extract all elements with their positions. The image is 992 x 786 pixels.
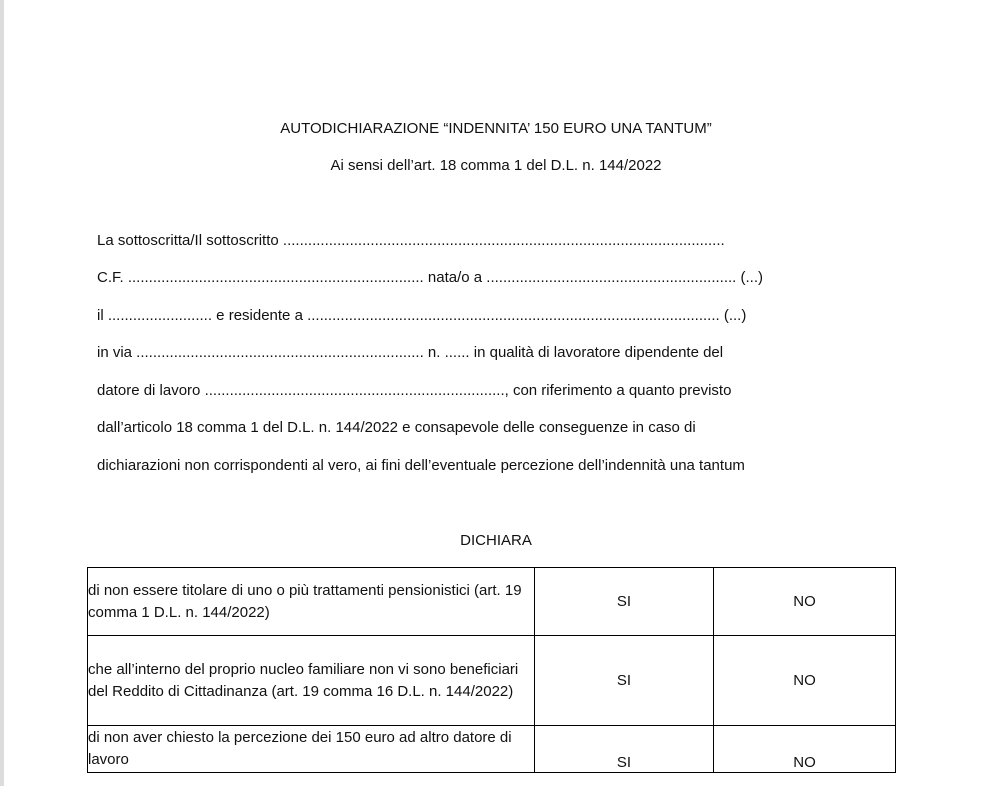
- body-line-declarations: dichiarazioni non corrispondenti al vero, ai fini dell’eventuale percezione dell’indennità una tantum: [97, 457, 745, 474]
- document-title: AUTODICHIARAZIONE “INDENNITA’ 150 EURO UNA TANTUM”: [280, 120, 712, 137]
- body-line-name: La sottoscritta/Il sottoscritto ..........................................................................................................: [97, 232, 725, 249]
- no-option[interactable]: NO: [714, 726, 896, 773]
- document-subtitle: Ai sensi dell’art. 18 comma 1 del D.L. n. 144/2022: [330, 157, 662, 174]
- body-line-address: in via ..................................................................... n. ...... in qualità di lavoratore dipendente del: [97, 344, 724, 361]
- table-row: [88, 726, 896, 773]
- body-line-employer: datore di lavoro ........................................................................, con riferimento a quanto previsto: [97, 382, 732, 399]
- page-left-edge: [0, 0, 4, 786]
- yes-option[interactable]: SI: [535, 636, 714, 726]
- declaration-table: [87, 567, 896, 773]
- body-line-birth: il ......................... e residente a ................................................................................................... (...): [97, 307, 747, 324]
- body-line-article: dall’articolo 18 comma 1 del D.L. n. 144/2022 e consapevole delle conseguenze in caso di: [97, 419, 696, 436]
- table-row: [88, 568, 896, 636]
- statement-cell: che all’interno del proprio nucleo familiare non vi sono beneficiari del Reddito di Cittadinanza (art. 19 comma 16 D.L. n. 144/2022): [88, 636, 535, 726]
- statement-cell: di non essere titolare di uno o più trattamenti pensionistici (art. 19 comma 1 D.L. n. 144/2022): [88, 568, 535, 636]
- body-line-cf: C.F. ....................................................................... nata/o a ............................................................ (...): [97, 269, 763, 286]
- statement-cell: di non aver chiesto la percezione dei 150 euro ad altro datore di lavoro: [88, 726, 535, 773]
- table-row: [88, 636, 896, 726]
- no-option[interactable]: NO: [714, 636, 896, 726]
- yes-option[interactable]: SI: [535, 726, 714, 773]
- no-option[interactable]: NO: [714, 568, 896, 636]
- yes-option[interactable]: SI: [535, 568, 714, 636]
- declare-heading: DICHIARA: [460, 532, 532, 549]
